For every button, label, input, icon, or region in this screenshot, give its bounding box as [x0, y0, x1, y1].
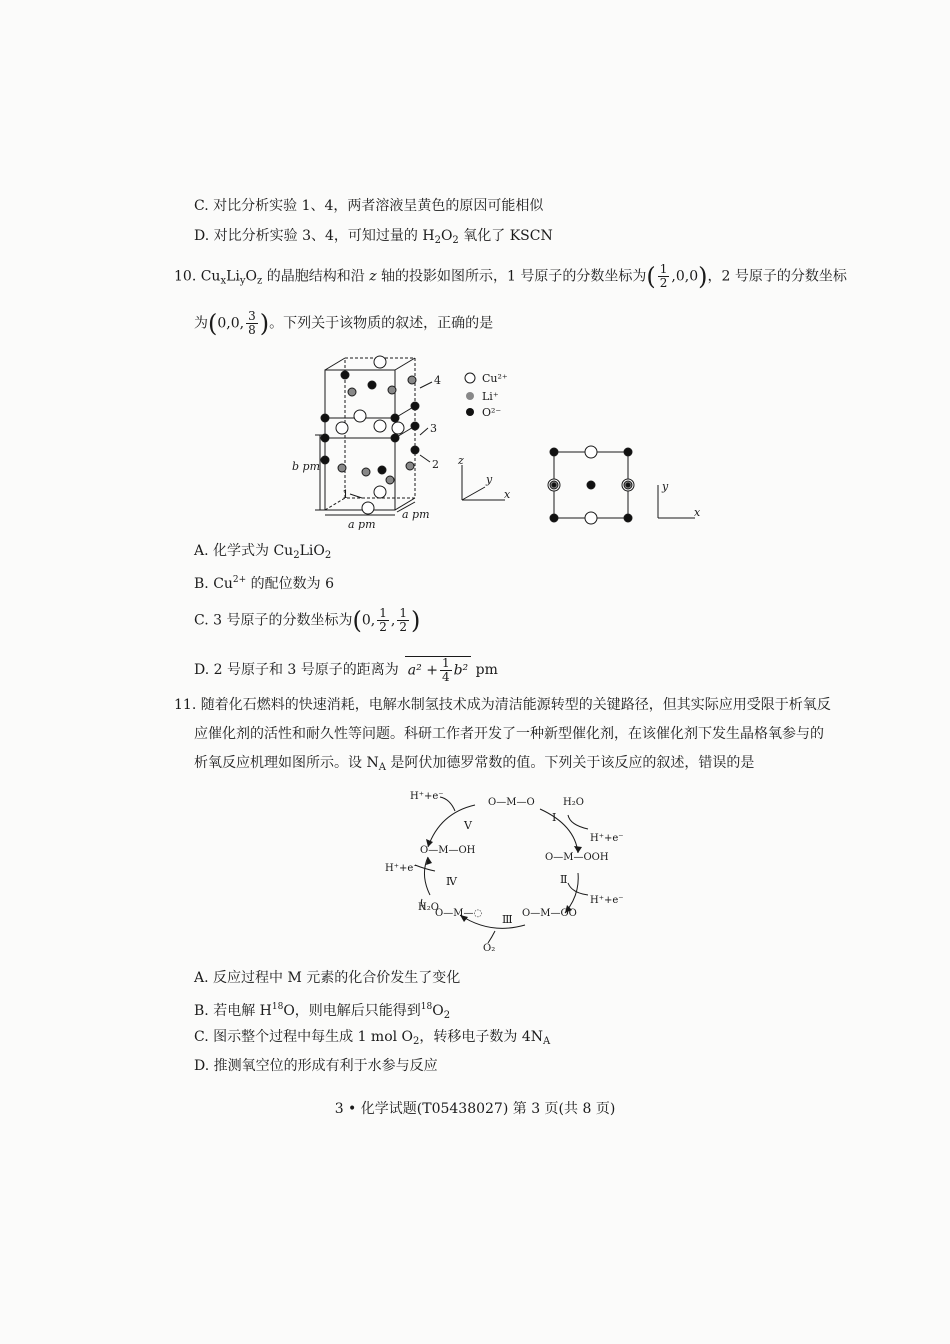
unit-cell-figure	[280, 340, 720, 530]
q10-stem-line1: 10. $Cu_xLi_yO_z$ 的晶胞结构和沿 z 轴的投影如图所示，1 号原子的分数坐标为( $\frac{1}{2}$ ,0,0)，2 号原子的分数坐标	[174, 262, 847, 291]
legend-cu: Cu²⁺	[482, 372, 508, 385]
label-1: 1	[342, 488, 349, 501]
oer-mechanism-figure	[380, 785, 630, 955]
svg-text:O₂: O₂	[483, 943, 496, 954]
legend-o: O²⁻	[482, 406, 502, 419]
svg-text:x: x	[694, 506, 701, 519]
q11-option-c: C. 图示整个过程中每生成 1 mol $O_2$，转移电子数为 $4N_A$	[194, 1029, 551, 1047]
svg-text:Ⅳ: Ⅳ	[446, 875, 457, 888]
q11-number: 11.	[174, 697, 197, 713]
svg-text:Ⅰ: Ⅰ	[552, 811, 557, 824]
page-footer: 3 • 化学试题(T05438027) 第 3 页(共 8 页)	[334, 1101, 616, 1117]
svg-text:Ⅲ: Ⅲ	[502, 913, 513, 926]
q11-option-b: B. 若电解 $H^{18}O$，则电解后只能得到$^{18}O_2$	[194, 1002, 451, 1021]
label-b: b pm	[292, 460, 321, 473]
species-omoo: O—M—OO	[522, 908, 577, 919]
q9-option-d: D. 对比分析实验 3、4，可知过量的 $H_2O_2$ 氧化了 KSCN	[194, 228, 553, 246]
label-a2: a pm	[402, 508, 430, 521]
svg-text:H₂O: H₂O	[563, 797, 584, 808]
species-omo: O—M—O	[488, 797, 535, 808]
label-4: 4	[434, 374, 441, 387]
species-omooh: O—M—OOH	[545, 852, 609, 863]
svg-text:y: y	[662, 480, 669, 493]
svg-text:H⁺+e⁻: H⁺+e⁻	[385, 863, 419, 874]
q10-option-a: A. 化学式为 $Cu_2LiO_2$	[194, 543, 332, 561]
q10-option-b: B. $Cu^{2+}$ 的配位数为 6	[194, 575, 335, 592]
q10-option-d: D. 2 号原子和 3 号原子的距离为 a² + $\frac{1}{4}$ b² pm	[194, 656, 498, 684]
q10-option-c: C. 3 号原子的分数坐标为(0, $\frac{1}{2}$ , $\frac{1}{2}$ )	[194, 606, 421, 635]
svg-text:H⁺+e⁻: H⁺+e⁻	[410, 791, 444, 802]
svg-text:x: x	[504, 488, 511, 501]
species-vacancy: O—M—◌	[435, 908, 483, 919]
svg-text:z: z	[458, 454, 464, 467]
q11-stem-line1: 11. 随着化石燃料的快速消耗，电解水制氢技术成为清洁能源转型的关键路径，但其实际应用受限于析氧反	[174, 697, 831, 713]
svg-text:y: y	[486, 473, 493, 486]
svg-text:Ⅴ: Ⅴ	[464, 819, 472, 832]
q9-option-c: C. 对比分析实验 1、4，两者溶液呈黄色的原因可能相似	[194, 198, 544, 214]
frac-half: $\frac{1}{2}$	[659, 262, 668, 290]
label-3: 3	[430, 422, 437, 435]
q11-option-a: A. 反应过程中 M 元素的化合价发生了变化	[194, 970, 461, 986]
q11-option-d: D. 推测氧空位的形成有利于水参与反应	[194, 1058, 438, 1074]
q10-number: 10.	[174, 268, 197, 285]
species-omoh: O—M—OH	[420, 845, 476, 856]
legend-li: Li⁺	[482, 390, 499, 403]
svg-text:H⁺+e⁻: H⁺+e⁻	[590, 895, 624, 906]
q11-stem-line3: 析氧反应机理如图所示。设 $N_A$ 是阿伏加德罗常数的值。下列关于该反应的叙述，错误的是	[194, 755, 755, 773]
svg-text:H⁺+e⁻: H⁺+e⁻	[590, 833, 624, 844]
label-2: 2	[432, 458, 439, 471]
q11-stem-line2: 应催化剂的活性和耐久性等问题。科研工作者开发了一种新型催化剂，在该催化剂下发生晶格氧参与的	[194, 726, 824, 742]
label-a1: a pm	[348, 518, 376, 530]
q10-stem-line2: 为(0,0, $\frac{3}{8}$ )。下列关于该物质的叙述，正确的是	[194, 309, 494, 338]
svg-text:H₂O: H₂O	[418, 902, 439, 913]
svg-text:Ⅱ: Ⅱ	[560, 873, 568, 886]
